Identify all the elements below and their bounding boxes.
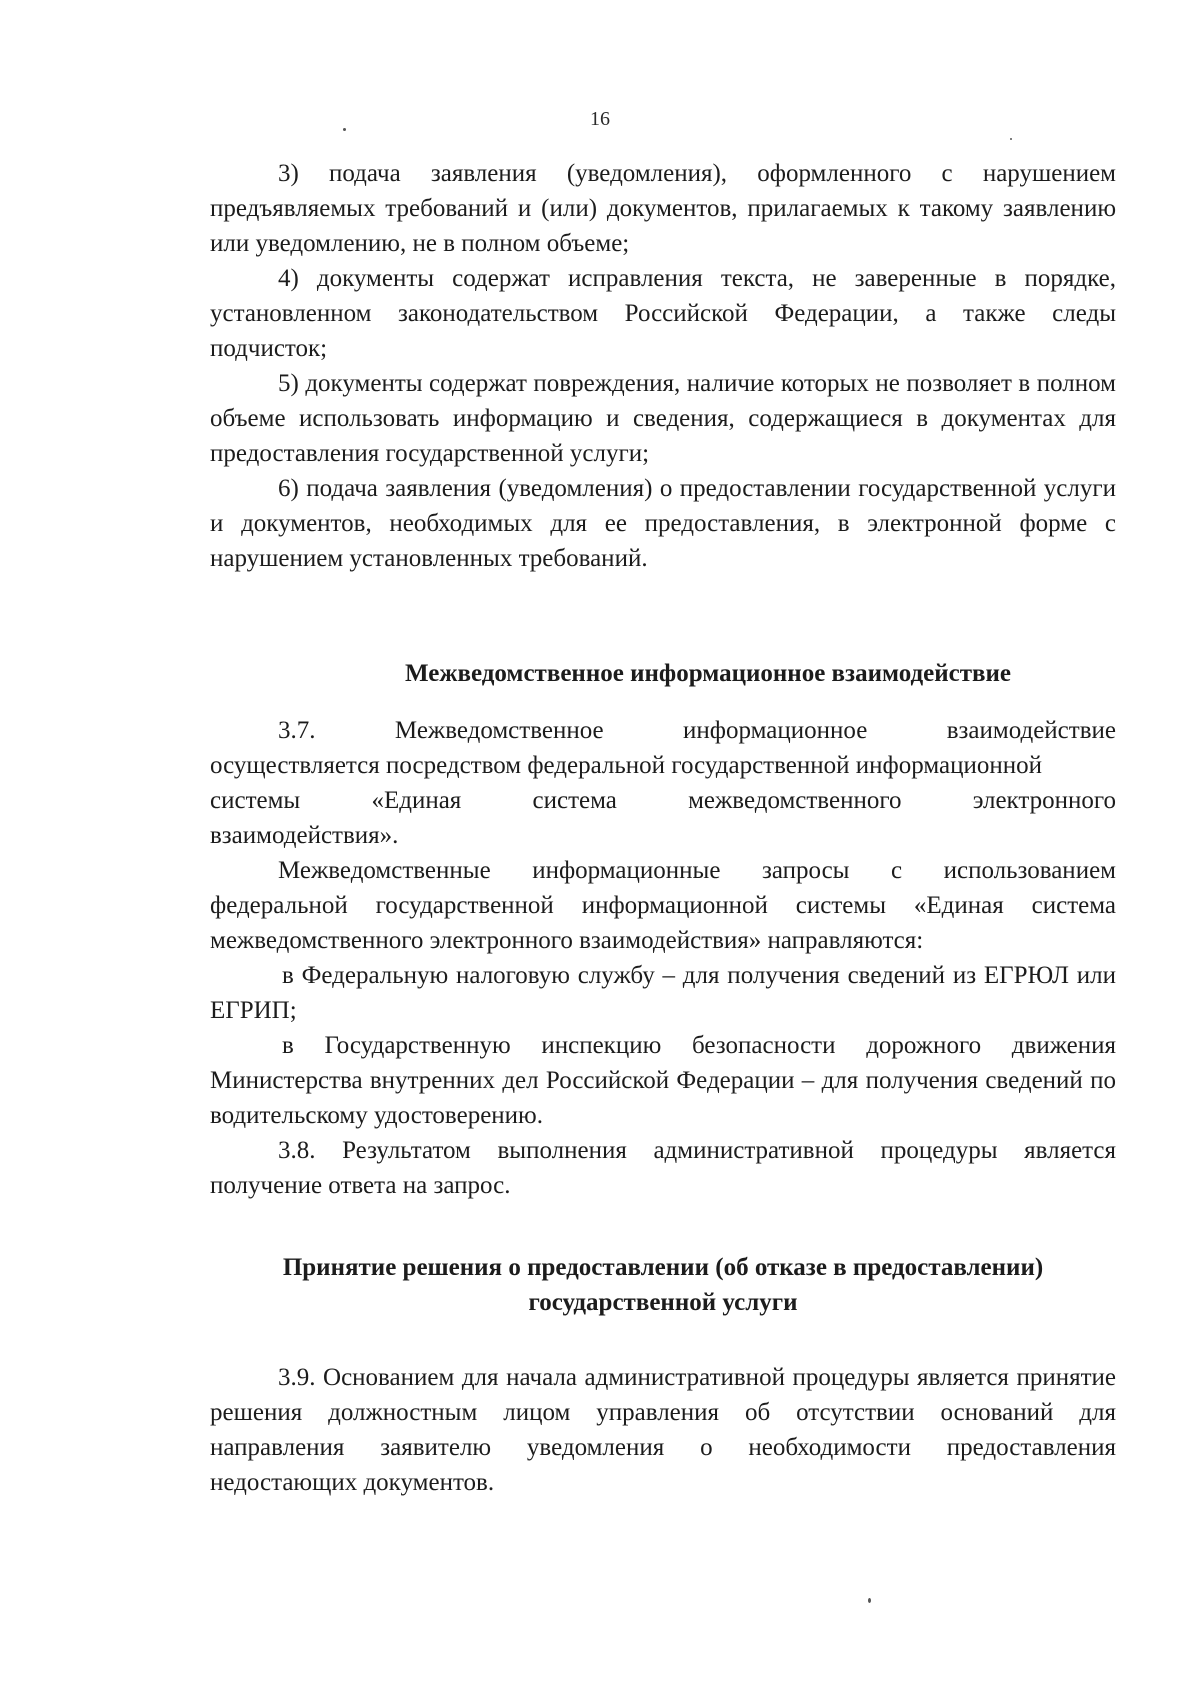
scan-speck	[1010, 138, 1012, 140]
clause-word: межведомственного	[688, 787, 902, 814]
paragraph-tax-service: в Федеральную налоговую службу – для получения сведений из ЕГРЮЛ или ЕГРИП;	[210, 962, 1116, 1024]
section-heading-decision-line-1: Принятие решения о предоставлении (об отказе в предоставлении)	[282, 1254, 1044, 1281]
clause-3-8: 3.8. Результатом выполнения административной процедуры является получение ответа на запрос.	[210, 1137, 1116, 1199]
clause-word: система	[532, 787, 617, 814]
list-item-3: 3) подача заявления (уведомления), оформленного с нарушением предъявляемых требований и (или) документов, прилагаемых к такому заявлению или уведомлению, не в полном объеме;	[210, 160, 1116, 257]
list-item-6: 6) подача заявления (уведомления) о предоставлении государственной услуги и документов, необходимых для ее предоставления, в электронной форме с нарушением установленных требований.	[210, 475, 1116, 572]
clause-word: информационное	[683, 717, 868, 744]
list-item-5: 5) документы содержат повреждения, наличие которых не позволяет в полном объеме использовать информацию и сведения, содержащиеся в документах для предоставления государственной услуги;	[210, 370, 1116, 467]
clause-3-7-line-2: осуществляется посредством федеральной государственной информационной	[210, 752, 1042, 779]
clause-word: «Единая	[371, 787, 462, 814]
page-number: 16	[590, 108, 610, 130]
list-item-4: 4) документы содержат исправления текста, не заверенные в порядке, установленном законодательством Российской Федерации, а также следы подчисток;	[210, 265, 1116, 362]
clause-3-7-line-3	[210, 783, 1116, 818]
clause-word: взаимодействие	[946, 717, 1116, 744]
scan-speck	[343, 128, 346, 131]
clause-number: 3.7.	[278, 717, 316, 744]
clause-3-7-line-4: взаимодействия».	[210, 822, 399, 849]
clause-3-7-line-1	[210, 713, 1116, 748]
clause-word: электронного	[972, 787, 1116, 814]
clause-3-9: 3.9. Основанием для начала административной процедуры является принятие решения должностным лицом управления об отсутствии оснований для направления заявителю уведомления о необходимости предоставления недостающих документов.	[210, 1364, 1116, 1496]
scan-speck	[868, 1598, 871, 1603]
clause-word: Межведомственное	[394, 717, 604, 744]
section-heading-interagency: Межведомственное информационное взаимодействие	[405, 660, 1011, 687]
paragraph-traffic-inspection: в Государственную инспекцию безопасности дорожного движения Министерства внутренних дел Российской Федерации – для получения сведений по водительскому удостоверению.	[210, 1032, 1116, 1129]
clause-word: системы	[210, 787, 301, 814]
paragraph-interagency-requests: Межведомственные информационные запросы с использованием федеральной государственной информационной системы «Единая система межведомственного электронного взаимодействия» направляются:	[210, 857, 1116, 954]
section-heading-decision-line-2: государственной услуги	[528, 1289, 798, 1316]
document-body	[210, 156, 1116, 1500]
